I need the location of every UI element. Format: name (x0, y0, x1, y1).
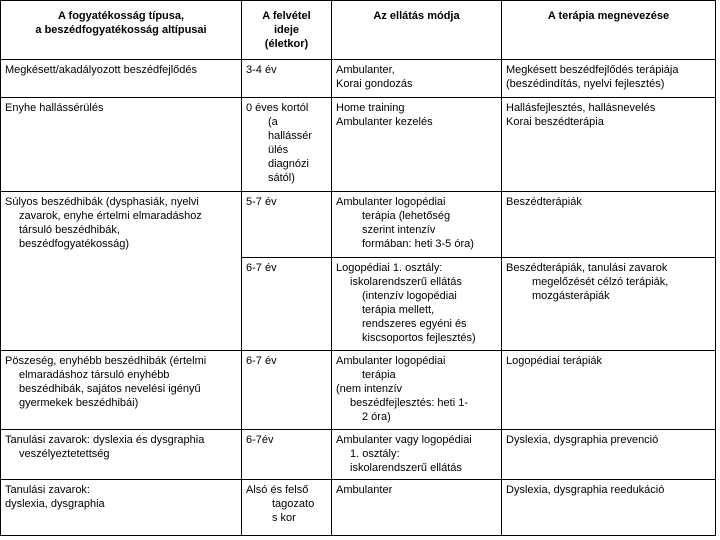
cell-therapy-name (502, 480, 716, 536)
header-disability-type (1, 1, 242, 60)
admission-age-text: 6-7 év (246, 355, 277, 367)
cell-admission-age (242, 192, 332, 258)
cell-care-mode (332, 60, 502, 98)
header-admission-age-line2: ideje (273, 24, 300, 36)
therapy-name-line: Korai beszédterápia (506, 116, 604, 128)
admission-age-text: 3-4 év (246, 64, 277, 76)
therapy-name-line: Hallásfejlesztés, hallásnevelés (506, 102, 656, 114)
disability-type-line: Súlyos beszédhibák (dysphasiák, nyelvi (5, 196, 199, 208)
therapy-name-line: Megkésett beszédfejlődés terápiája (506, 64, 679, 76)
cell-admission-age (242, 98, 332, 192)
cell-therapy-name (502, 258, 716, 351)
admission-age-line: 0 éves kortól (246, 102, 309, 114)
cell-admission-age (242, 351, 332, 430)
cell-care-mode (332, 351, 502, 430)
admission-age-line: sától) (268, 172, 295, 184)
table-row (1, 98, 716, 192)
cell-care-mode (332, 480, 502, 536)
admission-age-line: s kor (272, 512, 296, 524)
table-row (1, 430, 716, 480)
cell-care-mode (332, 192, 502, 258)
cell-admission-age (242, 258, 332, 351)
care-mode-text: Ambulanter (336, 484, 393, 496)
table-row (1, 351, 716, 430)
disability-type-line: elmaradáshoz társuló enyhébb (19, 369, 170, 381)
admission-age-text: 6-7év (246, 434, 274, 446)
therapy-name-line: megelőzését célzó terápiák, (532, 276, 669, 288)
cell-admission-age (242, 480, 332, 536)
cell-therapy-name (502, 60, 716, 98)
admission-age-text: 6-7 év (246, 262, 277, 274)
header-disability-type-line2: a beszédfogyatékosság altípusai (35, 24, 207, 36)
therapy-name-line: mozgásterápiák (532, 290, 610, 302)
cell-therapy-name (502, 192, 716, 258)
cell-disability-type (1, 430, 242, 480)
cell-therapy-name (502, 98, 716, 192)
care-mode-line: Ambulanter logopédiai (336, 355, 446, 367)
header-care-mode-text: Az ellátás módja (373, 10, 460, 22)
cell-care-mode (332, 258, 502, 351)
care-mode-line: 1. osztály: (350, 448, 400, 460)
header-disability-type-line1: A fogyatékosság típusa, (57, 10, 185, 22)
disability-type-line: Tanulási zavarok: dyslexia és dysgraphia (5, 434, 205, 446)
cell-disability-type (1, 98, 242, 192)
care-mode-line: (nem intenzív (336, 383, 403, 395)
table-row (1, 60, 716, 98)
therapy-name-text: Dyslexia, dysgraphia reedukáció (506, 484, 665, 496)
care-mode-line: 2 óra) (362, 411, 391, 423)
cell-disability-type (1, 192, 242, 351)
cell-disability-type (1, 60, 242, 98)
care-mode-line: iskolarendszerű ellátás (350, 276, 462, 288)
table-row (1, 480, 716, 536)
care-mode-line: Ambulanter logopédiai (336, 196, 446, 208)
care-mode-line: terápia (362, 369, 396, 381)
cell-disability-type (1, 351, 242, 430)
header-admission-age-line3: (életkor) (264, 38, 309, 50)
therapy-name-text: Beszédterápiák (506, 196, 582, 208)
disability-type-line: gyermekek beszédhibái) (19, 397, 139, 409)
care-mode-line: formában: heti 3-5 óra) (362, 238, 474, 250)
care-mode-line: terápia mellett, (362, 304, 435, 316)
header-admission-age-line1: A felvétel (262, 10, 311, 22)
care-mode-line: (intenzív logopédiai (362, 290, 457, 302)
disability-type-line: Pöszeség, enyhébb beszédhibák (értelmi (5, 355, 207, 367)
care-mode-line: Logopédiai 1. osztály: (336, 262, 443, 274)
disability-type-line: zavarok, enyhe értelmi elmaradáshoz (19, 210, 202, 222)
care-mode-line: Home training (336, 102, 405, 114)
care-mode-line: iskolarendszerű ellátás (350, 462, 462, 474)
cell-therapy-name (502, 351, 716, 430)
disability-type-line: dyslexia, dysgraphia (5, 498, 105, 510)
care-mode-line: terápia (lehetőség (362, 210, 451, 222)
admission-age-line: hallássér (268, 130, 313, 142)
care-mode-line: kiscsoportos fejlesztés) (362, 332, 476, 344)
admission-age-line: tagozato (272, 498, 315, 510)
header-admission-age (242, 1, 332, 60)
disability-type-line: beszédhibák, sajátos nevelési igényű (19, 383, 201, 395)
care-mode-line: Ambulanter, (336, 64, 395, 76)
admission-age-line: (a (268, 116, 278, 128)
cell-admission-age (242, 430, 332, 480)
admission-age-line: ülés (268, 144, 289, 156)
admission-age-line: Alsó és felső (246, 484, 309, 496)
cell-disability-type (1, 480, 242, 536)
care-mode-line: szerint intenzív (362, 224, 436, 236)
cell-admission-age (242, 60, 332, 98)
care-mode-line: beszédfejlesztés: heti 1- (350, 397, 469, 409)
admission-age-line: diagnózi (268, 158, 309, 170)
disability-type-line: Tanulási zavarok: (5, 484, 90, 496)
disability-type-text: Megkésett/akadályozott beszédfejlődés (5, 64, 198, 76)
disability-type-line: beszédfogyatékosság) (19, 238, 130, 250)
disability-type-line: társuló beszédhibák, (19, 224, 120, 236)
table-row (1, 192, 716, 258)
cell-therapy-name (502, 430, 716, 480)
care-mode-line: rendszeres egyéni és (362, 318, 467, 330)
therapy-name-text: Dyslexia, dysgraphia prevenció (506, 434, 659, 446)
therapy-name-line: (beszédindítás, nyelvi fejlesztés) (506, 78, 665, 90)
cell-care-mode (332, 98, 502, 192)
header-therapy-name-text: A terápia megnevezése (547, 10, 670, 22)
care-mode-line: Ambulanter vagy logopédiai (336, 434, 472, 446)
disability-type-text: Enyhe hallássérülés (5, 102, 104, 114)
admission-age-text: 5-7 év (246, 196, 277, 208)
header-therapy-name (502, 1, 716, 60)
disability-type-line: veszélyeztetettség (19, 448, 110, 460)
care-mode-line: Korai gondozás (336, 78, 413, 90)
therapy-name-line: Beszédterápiák, tanulási zavarok (506, 262, 668, 274)
care-mode-line: Ambulanter kezelés (336, 116, 433, 128)
therapy-name-text: Logopédiai terápiák (506, 355, 603, 367)
table-header-row (1, 1, 716, 60)
cell-care-mode (332, 430, 502, 480)
header-care-mode (332, 1, 502, 60)
